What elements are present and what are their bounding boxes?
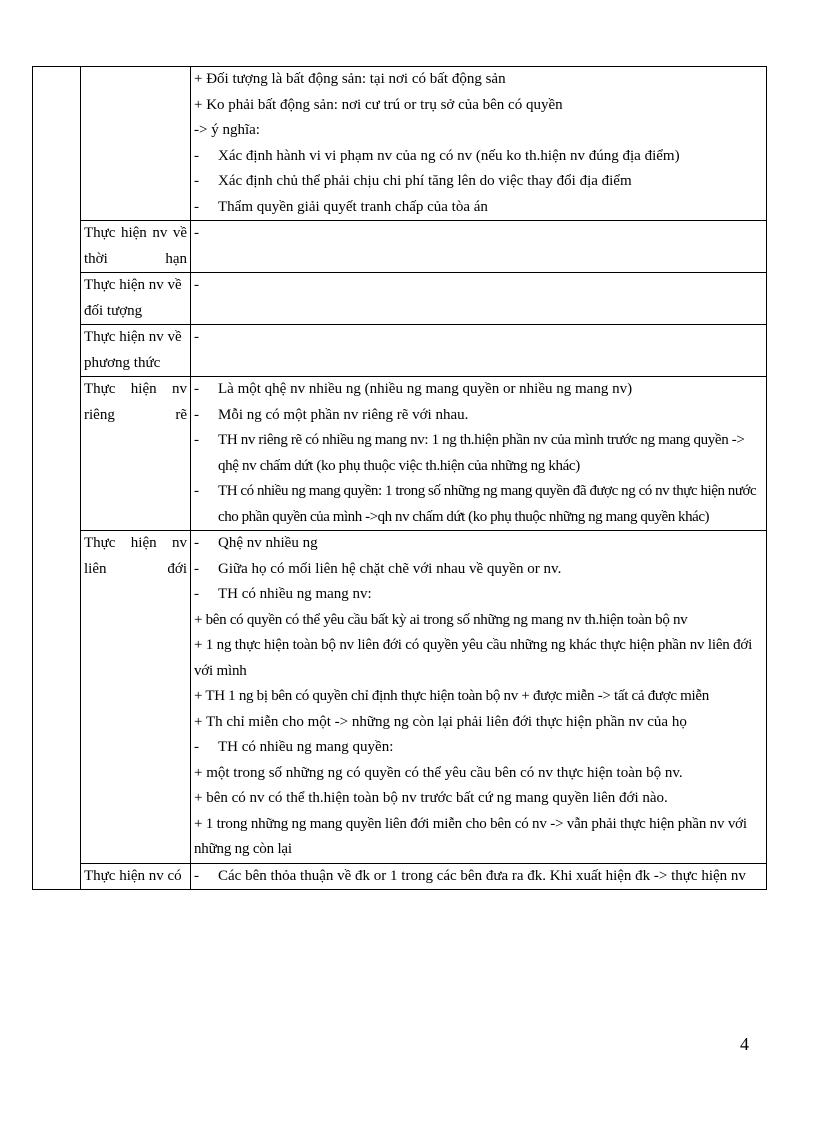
bullet-text: Là một qhệ nv nhiều ng (nhiều ng mang quyền or nhiều ng mang nv)	[218, 381, 633, 397]
row-label: Thực hiện nv liên đới	[81, 531, 191, 864]
content-line	[194, 144, 763, 170]
content-line: + bên có nv có thể th.hiện toàn bộ nv trước bất cứ ng mang quyền liên đới nào.	[194, 790, 668, 806]
bullet-dash: -	[194, 406, 199, 423]
row-content	[191, 67, 767, 221]
content-line: + TH 1 ng bị bên có quyền chỉ định thực hiện toàn bộ nv + được miễn -> tất cả được miễn	[194, 688, 709, 704]
bullet-text: Xác định chủ thể phải chịu chi phí tăng lên do việc thay đổi địa điểm	[218, 173, 632, 189]
bullet-dash: -	[194, 198, 199, 215]
bullet-dash: -	[194, 277, 199, 293]
bullet-dash: -	[194, 147, 199, 164]
bullet-dash: -	[194, 483, 199, 499]
content-line	[194, 195, 763, 221]
content-line	[194, 377, 763, 403]
row-content	[191, 273, 767, 325]
table-row-object	[33, 273, 767, 325]
content-line	[194, 557, 763, 583]
bullet-text: Mỗi ng có một phần nv riêng rẽ với nhau.	[218, 406, 469, 423]
content-line: + 1 ng thực hiện toàn bộ nv liên đới có quyền yêu cầu những ng khác thực hiện phần nv liên đới với mình	[194, 637, 753, 679]
bullet-text: Giữa họ có mối liên hệ chặt chẽ với nhau về quyền or nv.	[218, 560, 562, 577]
bullet-dash: -	[194, 535, 199, 551]
row-label	[81, 67, 191, 221]
blank-cell	[33, 67, 81, 890]
content-line: + Ko phải bất động sản: nơi cư trú or trụ sở của bên có quyền	[194, 96, 563, 113]
bullet-text: Xác định hành vi vi phạm nv của ng có nv (nếu ko th.hiện nv đúng địa điểm)	[218, 147, 680, 164]
row-label: Thực hiện nv riêng rẽ	[81, 377, 191, 531]
bullet-text: TH có nhiều ng mang quyền: 1 trong số những ng mang quyền đã được ng có nv thực hiện nước cho phần quyền của mình ->qh nv chấm dứt (ko phụ thuộc những ng mang quyền khác)	[218, 483, 757, 525]
bullet-dash: -	[194, 432, 199, 448]
row-label: Thực hiện nv về đối tượng	[81, 273, 191, 325]
bullet-text: TH có nhiều ng mang quyền:	[218, 739, 394, 755]
table-row-conditional	[33, 863, 767, 890]
content-line: + 1 trong những ng mang quyền liên đới miễn cho bên có nv -> vẫn phải thực hiện phần nv với những ng còn lại	[194, 815, 747, 857]
content-line: + Th chỉ miễn cho một -> những ng còn lại phải liên đới thực hiện phần nv của họ	[194, 713, 687, 730]
content-line	[194, 582, 763, 608]
bullet-text: Qhệ nv nhiều ng	[218, 535, 318, 551]
bullet-dash: -	[194, 173, 199, 189]
content-line	[194, 221, 763, 247]
content-line	[194, 479, 763, 530]
bullet-dash: -	[194, 560, 199, 577]
bullet-dash: -	[194, 739, 199, 755]
table-row-joint	[33, 531, 767, 864]
content-line	[194, 531, 763, 557]
document-page	[32, 66, 766, 890]
content-line	[194, 403, 763, 429]
content-table	[32, 66, 767, 890]
content-line	[194, 428, 763, 479]
bullet-text: TH nv riêng rẽ có nhiều ng mang nv: 1 ng th.hiện phần nv của mình trước ng mang quyền -> qhệ nv chấm dứt (ko phụ thuộc việc th.hiện của những ng khác)	[218, 432, 745, 474]
bullet-dash: -	[194, 586, 199, 602]
row-content	[191, 863, 767, 890]
table-row-separate	[33, 377, 767, 531]
table-row-method	[33, 325, 767, 377]
row-label: Thực hiện nv về phương thức	[81, 325, 191, 377]
content-line: + bên có quyền có thể yêu cầu bất kỳ ai trong số những ng mang nv th.hiện toàn bộ nv	[194, 611, 688, 628]
bullet-dash: -	[194, 867, 199, 884]
bullet-dash: -	[194, 329, 199, 345]
table-row-location	[33, 67, 767, 221]
row-content	[191, 221, 767, 273]
row-label: Thực hiện nv có	[81, 863, 191, 890]
bullet-dash: -	[194, 381, 199, 397]
bullet-dash: -	[194, 225, 199, 241]
content-line	[194, 735, 763, 761]
bullet-text: Các bên thỏa thuận về đk or 1 trong các bên đưa ra đk. Khi xuất hiện đk -> thực hiện nv	[218, 867, 746, 884]
content-line	[194, 325, 763, 351]
content-line: -> ý nghĩa:	[194, 122, 260, 138]
bullet-text: TH có nhiều ng mang nv:	[218, 586, 372, 602]
content-line	[194, 169, 763, 195]
content-line	[194, 273, 763, 299]
page-number: 4	[740, 1034, 749, 1054]
content-line: + Đối tượng là bất động sản: tại nơi có bất động sản	[194, 71, 506, 87]
table-row-time	[33, 221, 767, 273]
row-content	[191, 377, 767, 531]
row-content	[191, 531, 767, 864]
content-line: + một trong số những ng có quyền có thể yêu cầu bên có nv thực hiện toàn bộ nv.	[194, 764, 683, 781]
content-line	[194, 864, 763, 890]
bullet-text: Thẩm quyền giải quyết tranh chấp của tòa án	[218, 198, 488, 215]
row-content	[191, 325, 767, 377]
row-label: Thực hiện nv về thời hạn	[81, 221, 191, 273]
